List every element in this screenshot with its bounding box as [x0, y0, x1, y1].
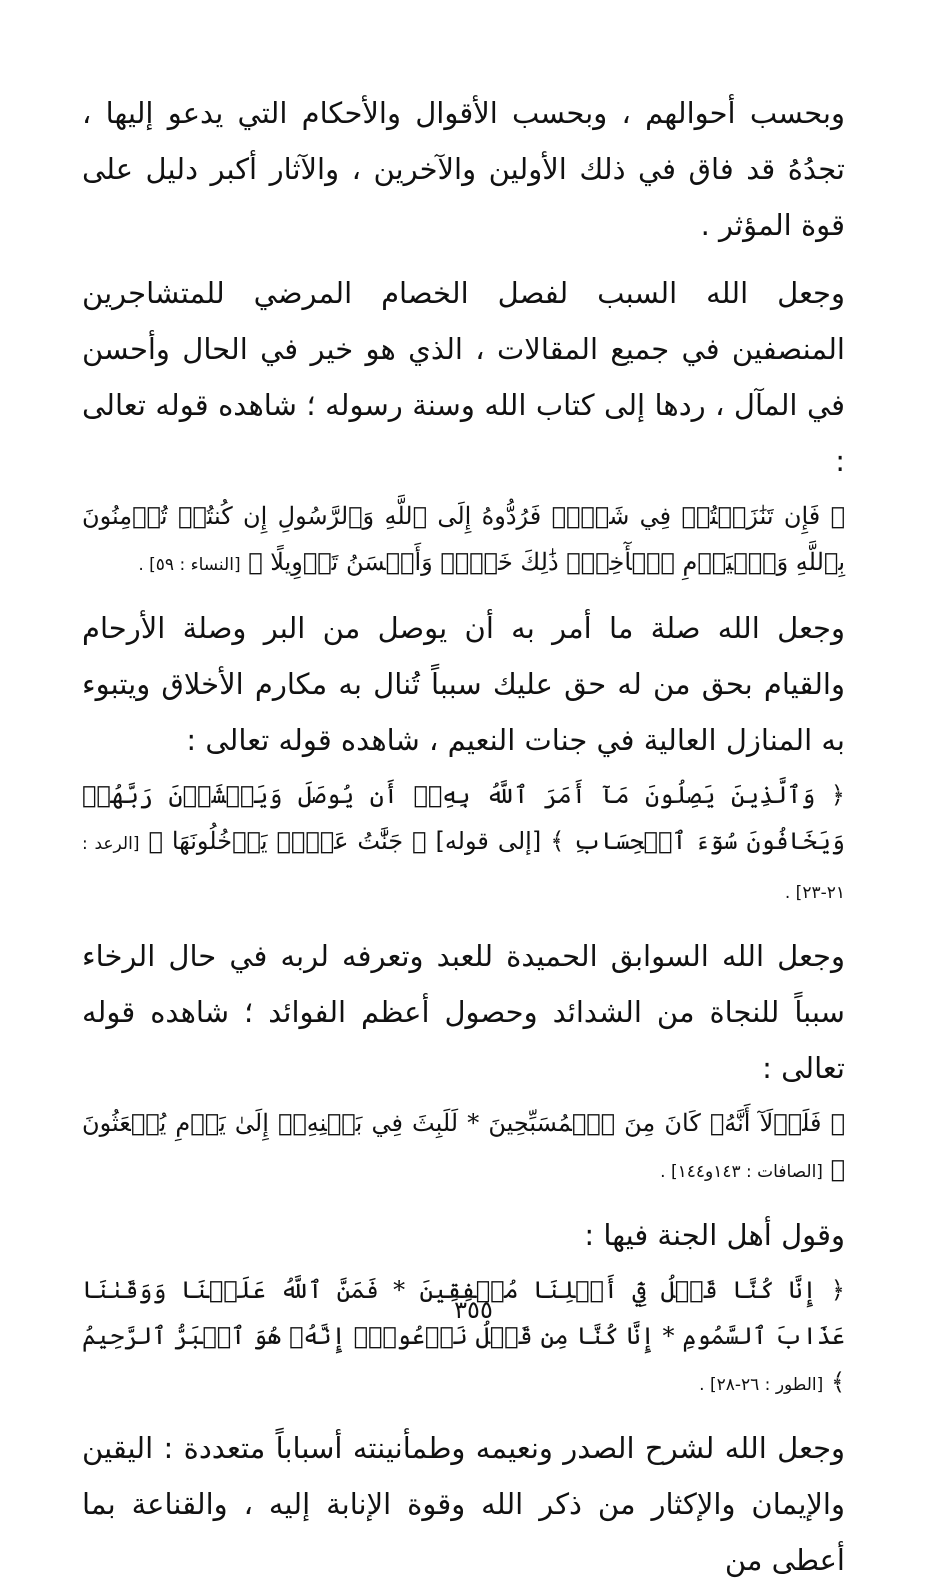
verse-text: ﴿ إِنَّا كُنَّا قَبۡلُ فِيٓ أَهۡلِنَا مُشۡفِقِينَ * فَمَنَّ ٱللَّهُ عَلَيۡنَا وَوَقَىٰنَا عَذَابَ ٱلسَّمُومِ * إِنَّا كُنَّا مِن قَبۡلُ نَدۡعُوهُۖ إِنَّهُۥ هُوَ ٱلۡبَرُّ ٱلرَّحِيمُ ﴾ — [82, 1276, 845, 1396]
verse-reference: [الرعد : ٢١-٢٣] . — [82, 834, 845, 903]
paragraph-2: وجعل الله السبب لفصل الخصام المرضي للمتشاجرين المنصفين في جميع المقالات ، الذي هو خير في الحال وأحسن في المآل ، ردها إلى كتاب الله وسنة رسوله ؛ شاهده قوله تعالى : — [82, 276, 845, 478]
paragraph-6: وجعل الله لشرح الصدر ونعيمه وطمأنينته أسباباً متعددة : اليقين والإيمان والإكثار من ذكر الله وقوة الإنابة إليه ، والقناعة بما أعطى من — [82, 1431, 845, 1577]
page-body — [82, 85, 845, 1577]
paragraph-3: وجعل الله صلة ما أمر به أن يوصل من البر وصلة الأرحام والقيام بحق من له حق عليك سبباً تُنال به مكارم الأخلاق ويتبوء به المنازل العالية في جنات النعيم ، شاهده قوله تعالى : — [82, 611, 845, 757]
verse-text-continued: ﴿ جَنَّٰتُ عَدۡنٖ يَدۡخُلُونَهَا ﴾ — [148, 827, 427, 855]
verse-reference: [الصافات : ١٤٣و١٤٤] . — [660, 1162, 823, 1182]
verse-text: ﴿ فَلَوۡلَآ أَنَّهُۥ كَانَ مِنَ ٱلۡمُسَبِّحِينَ * لَلَبِثَ فِي بَطۡنِهِۦٓ إِلَىٰ يَوۡمِ يُبۡعَثُونَ ﴾ — [82, 1109, 845, 1183]
verse-interjection: [إلى قوله] — [435, 827, 542, 855]
verse-text: ﴿ فَإِن تَنَٰزَعۡتُمۡ فِي شَيۡءٖ فَرُدُّوهُ إِلَى ٱللَّهِ وَٱلرَّسُولِ إِن كُنتُمۡ تُؤۡمِنُونَ بِٱللَّهِ وَٱلۡيَوۡمِ ٱلۡأٓخِرِۚ ذَٰلِكَ خَيۡرٞ وَأَحۡسَنُ تَأۡوِيلًا ﴾ — [82, 502, 845, 576]
verse-reference: [النساء : ٥٩] . — [138, 555, 241, 575]
paragraph-1: وبحسب أحوالهم ، وبحسب الأقوال والأحكام التي يدعو إليها ، تجدُهُ قد فاق في ذلك الأولين والآخرين ، والآثار أكبر دليل على قوة المؤثر . — [82, 96, 845, 242]
paragraph-5: وقول أهل الجنة فيها : — [584, 1218, 845, 1252]
page-number: ٣٥٥ — [454, 1296, 493, 1324]
verse-text: ﴿ وَٱلَّذِينَ يَصِلُونَ مَآ أَمَرَ ٱللَّهُ بِهِۦٓ أَن يُوصَلَ وَيَخۡشَوۡنَ رَبَّهُمۡ وَيَخَافُونَ سُوٓءَ ٱلۡحِسَابِ ﴾ — [82, 781, 845, 855]
verse-reference: [الطور : ٢٦-٢٨] . — [699, 1375, 824, 1395]
quran-verse-saffat — [82, 1100, 845, 1195]
quran-verse-nisa — [82, 493, 845, 588]
quran-verse-rad — [82, 772, 845, 916]
quran-verse-tur — [82, 1267, 845, 1408]
paragraph-4: وجعل الله السوابق الحميدة للعبد وتعرفه لربه في حال الرخاء سبباً للنجاة من الشدائد وحصول أعظم الفوائد ؛ شاهده قوله تعالى : — [82, 939, 845, 1085]
